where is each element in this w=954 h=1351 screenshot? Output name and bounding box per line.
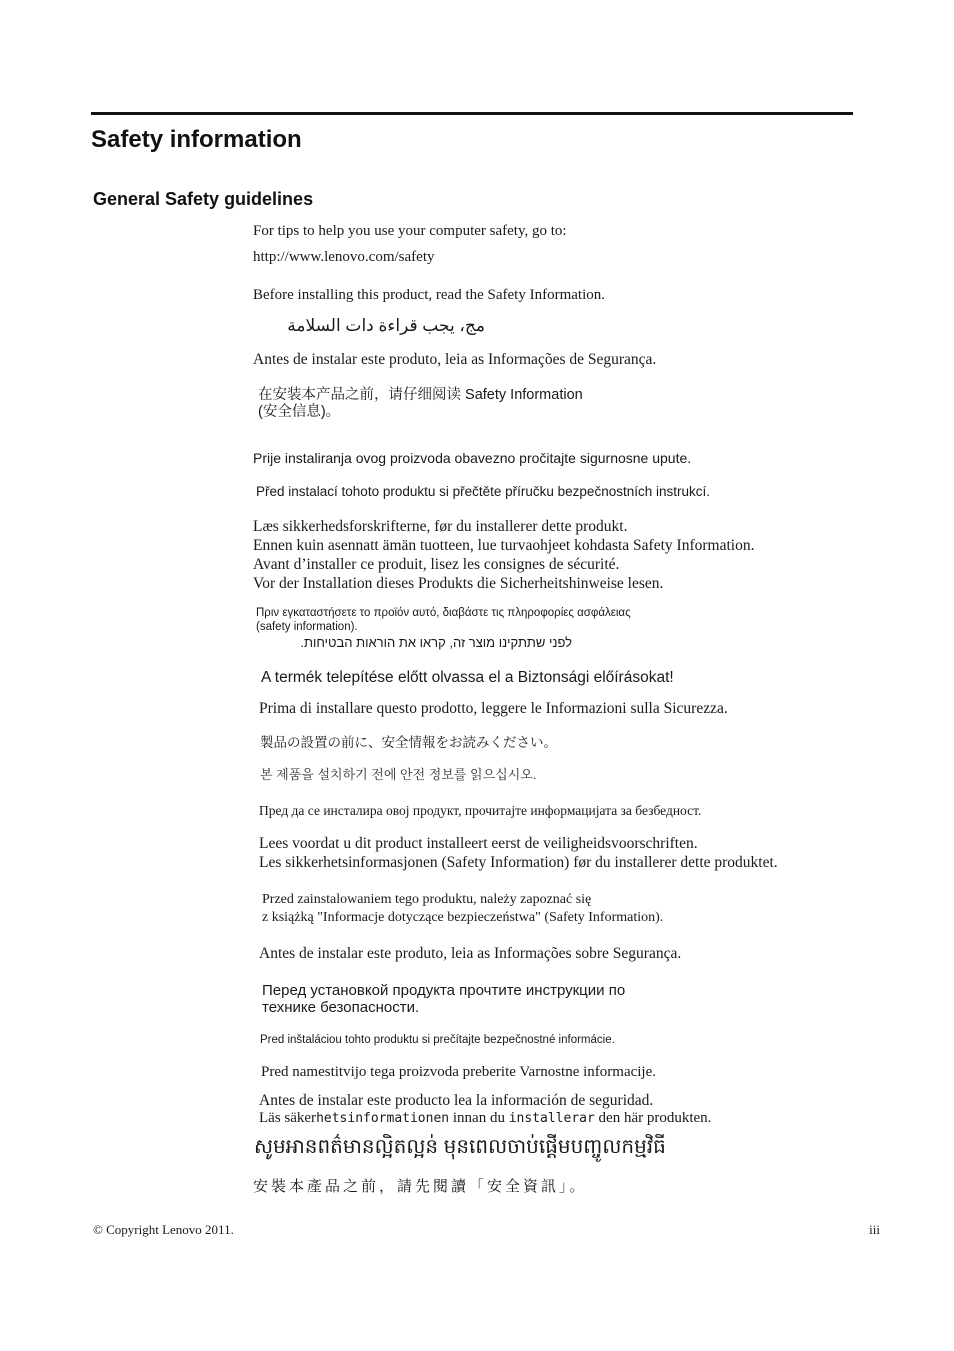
instruction-pl-2: z książką "Informacje dotyczące bezpieczeństwa" (Safety Information). (262, 910, 664, 925)
instruction-it: Prima di installare questo prodotto, leggere le Informazioni sulla Sicurezza. (259, 700, 728, 717)
instruction-zh-cn-2: (安全信息)。 (258, 404, 341, 420)
tips-text: For tips to help you use your computer safety, go to: (253, 223, 567, 239)
instruction-hr: Prije instaliranja ovog proizvoda obavezno pročitajte sigurnosne upute. (253, 450, 692, 466)
instruction-el-2: (safety information). (256, 621, 358, 633)
instruction-zh-tw: 安裝本產品之前，請先閱讀「安全資訊」。 (253, 1179, 588, 1195)
instruction-sv (259, 1110, 711, 1127)
instruction-ar: مج، يجب قراءة دات السلامة (287, 316, 485, 335)
instruction-ru: Перед установкой продукта прочтите инструкции по (262, 982, 626, 999)
instruction-pt: Antes de instalar este produto, leia as Informações sobre Segurança. (259, 945, 682, 962)
instruction-sv-part-5: den här produkten. (594, 1110, 712, 1126)
instruction-no: Les sikkerhetsinformasjonen (Safety Information) før du installerer dette produktet. (259, 854, 778, 871)
instruction-he: לפני שתתקינו מוצר זה, קראו את הוראות הבטיחות. (300, 635, 572, 650)
instruction-mk: Пред да се инсталира овој продукт, прочитајте информацијата за безбедност. (259, 803, 702, 818)
instruction-sk: Pred inštaláciou tohto produktu si prečítajte bezpečnostné informácie. (260, 1034, 615, 1046)
instruction-el: Πριν εγκαταστήσετε το προϊόν αυτό, διαβάστε τις πληροφορίες ασφάλειας (256, 607, 631, 619)
instruction-de: Vor der Installation dieses Produkts die Sicherheitshinweise lesen. (253, 575, 664, 592)
footer-page-number: iii (869, 1222, 880, 1237)
instruction-sv-part-3: innan du (449, 1110, 509, 1126)
instruction-nl: Lees voordat u dit product installeert eerst de veiligheidsvoorschriften. (259, 835, 698, 852)
instruction-zh-cn: 在安装本产品之前，请仔细阅读 Safety Information (258, 387, 583, 403)
instruction-ja: 製品の設置の前に、安全情報をお読みください。 (260, 735, 557, 750)
instruction-en: Before installing this product, read the Safety Information. (253, 287, 605, 303)
instruction-sv-part-1: Läs säker (259, 1110, 317, 1126)
instruction-hu: A termék telepítése előtt olvassa el a Biztonsági előírásokat! (261, 669, 674, 686)
instruction-pt-br: Antes de instalar este produto, leia as Informações de Segurança. (253, 351, 657, 368)
instruction-fr: Avant d’installer ce produit, lisez les consignes de sécurité. (253, 556, 620, 573)
header-rule (91, 112, 853, 115)
section-heading: General Safety guidelines (93, 189, 314, 209)
instruction-sv-part-2: hetsinformationen (316, 1111, 450, 1126)
instruction-sl: Pred namestitvijo tega proizvoda preberite Varnostne informacije. (261, 1064, 657, 1080)
instruction-fi: Ennen kuin asennatt ämän tuotteen, lue turvaohjeet kohdasta Safety Information. (253, 537, 755, 554)
instruction-cs: Před instalací tohoto produktu si přečtěte příručku bezpečnostních instrukcí. (256, 484, 710, 499)
instruction-ko: 본 제품을 설치하기 전에 안전 정보를 읽으십시오. (260, 767, 537, 782)
instruction-es: Antes de instalar este producto lea la información de seguridad. (259, 1092, 654, 1109)
instruction-km: សូមអានពត៌មានល្អិតល្អន់ មុនពេលចាប់ផ្តើមបញ្ចូលកម្មវិធី (254, 1136, 666, 1158)
instruction-pl: Przed zainstalowaniem tego produktu, należy zapoznać się (262, 892, 592, 907)
footer-copyright: © Copyright Lenovo 2011. (93, 1222, 234, 1237)
instruction-sv-part-4: installerar (508, 1111, 595, 1126)
safety-url[interactable]: http://www.lenovo.com/safety (253, 249, 435, 265)
instruction-da: Læs sikkerhedsforskrifterne, før du installerer dette produkt. (253, 518, 628, 535)
page-title: Safety information (91, 126, 302, 153)
instruction-ru-2: технике безопасности. (262, 999, 420, 1016)
